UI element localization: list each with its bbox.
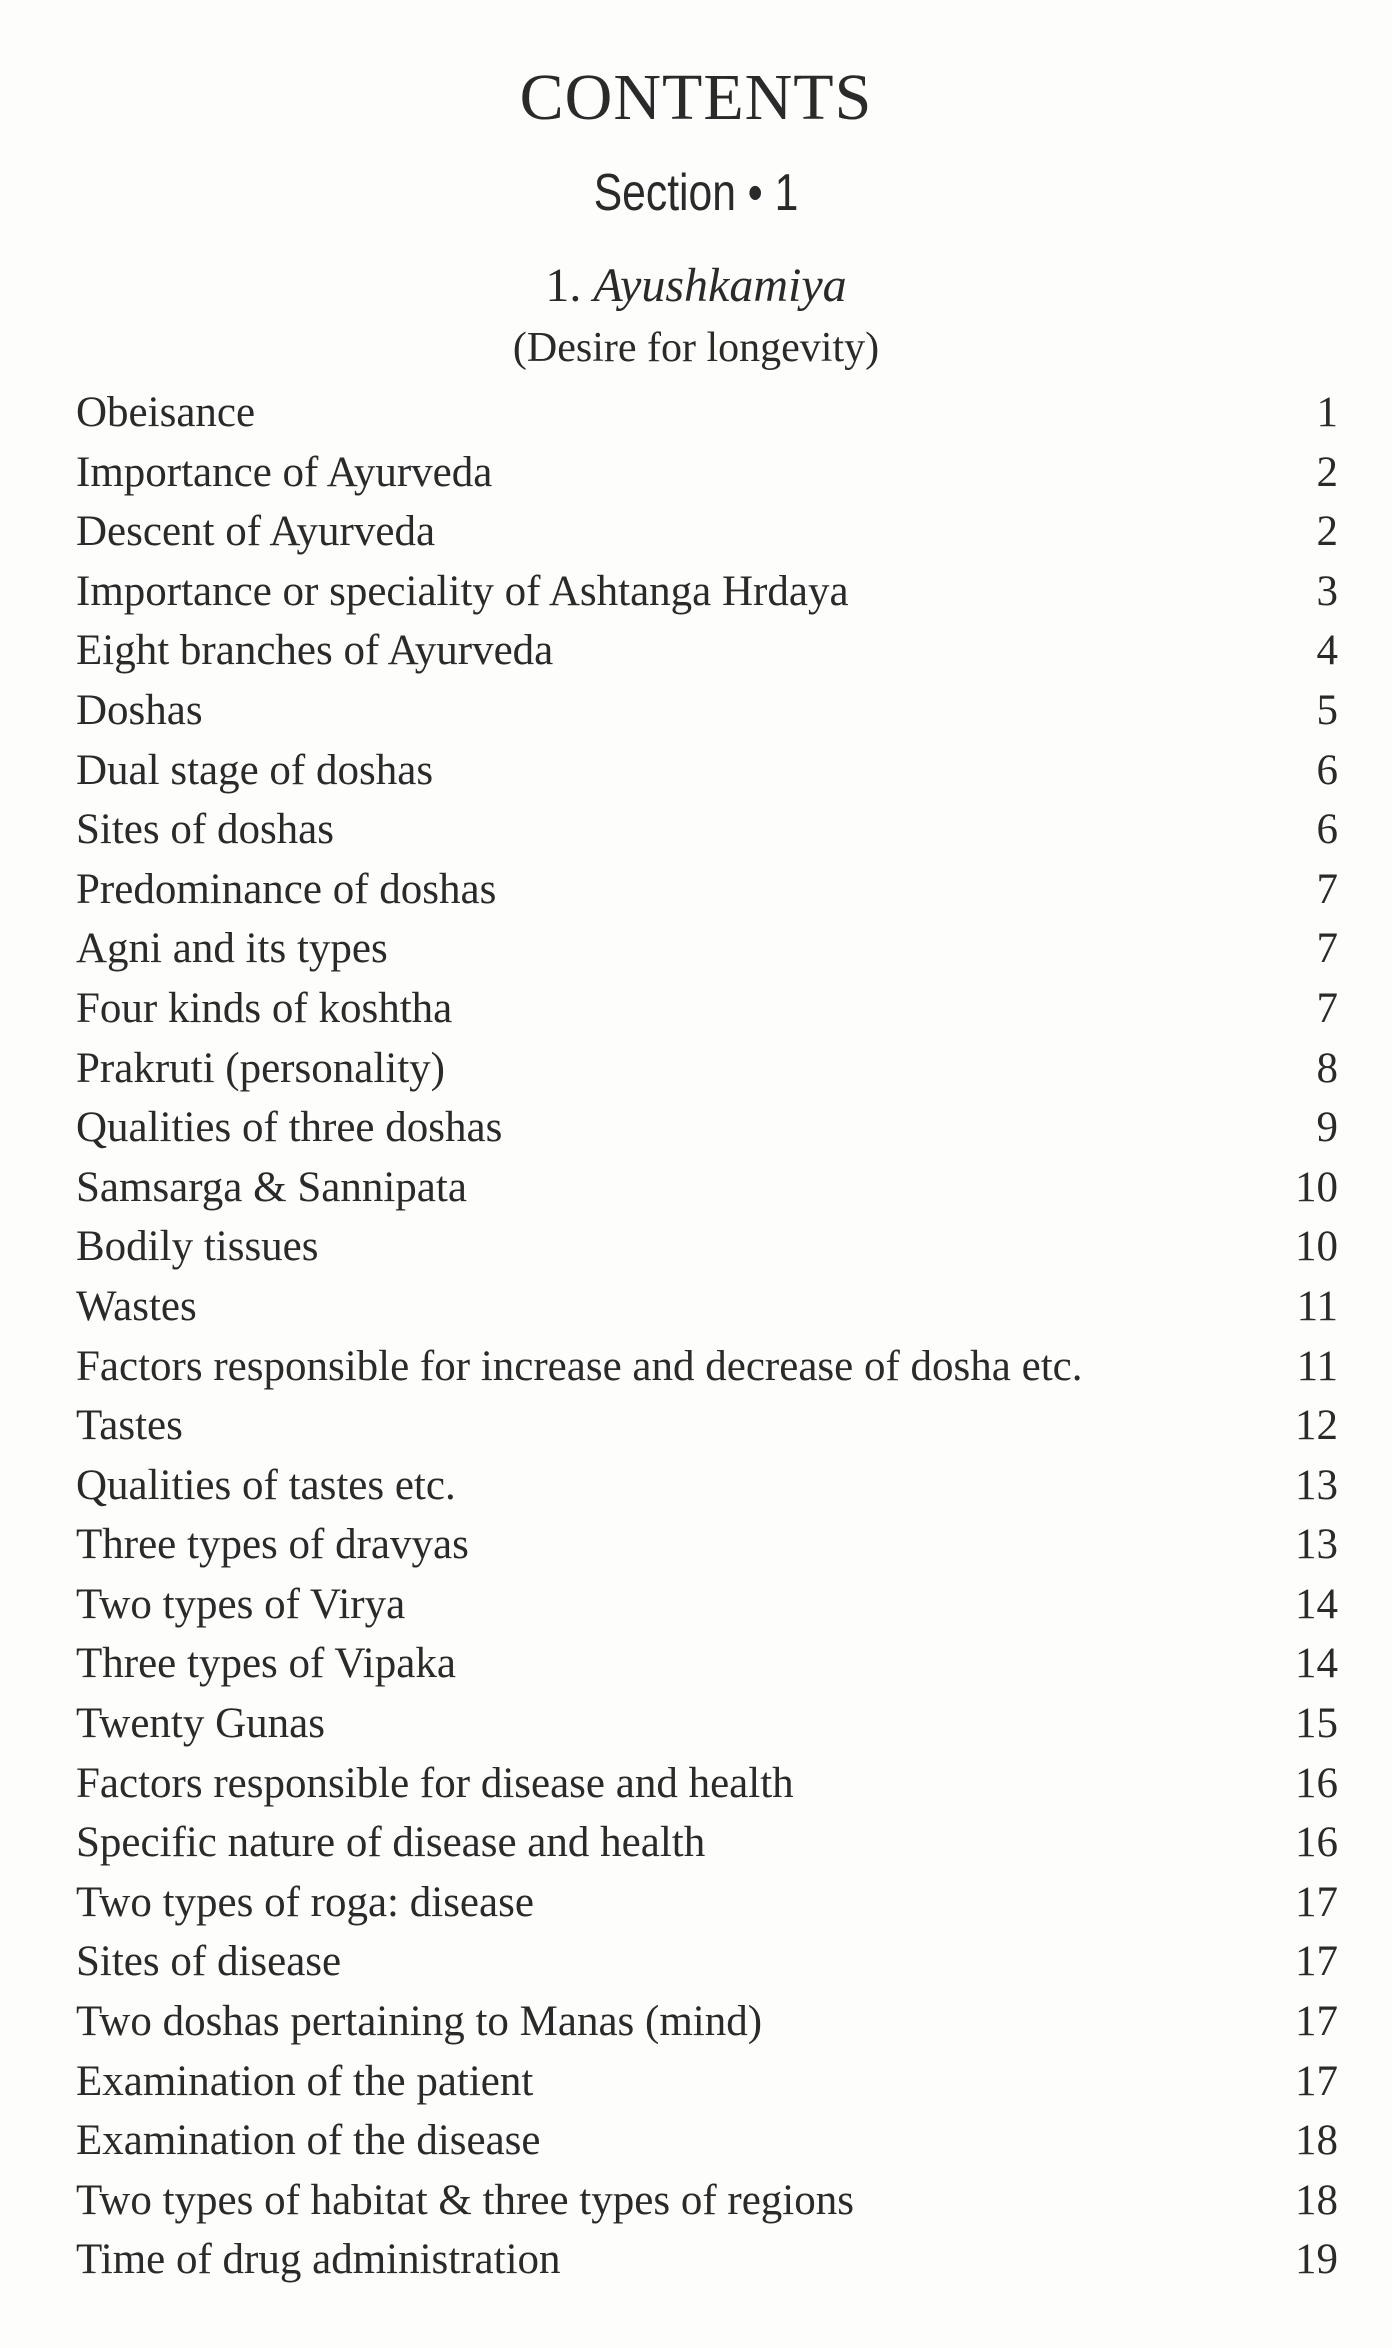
toc-entry [76,741,1338,801]
toc-entry-title: Two types of Virya [76,1580,406,1628]
toc-entry [76,502,1338,562]
toc-entry-title: Two types of habitat & three types of regions [76,2176,854,2224]
toc-entry-title: Time of drug administration [76,2236,561,2284]
toc-entry-page-number: 2 [1316,508,1338,556]
toc-entry [76,2111,1338,2171]
toc-entry [76,2230,1338,2290]
toc-entry-title: Agni and its types [76,925,388,973]
toc-entry-title: Doshas [76,686,203,734]
toc-entry-title: Three types of dravyas [76,1521,469,1569]
toc-entry-title: Twenty Gunas [76,1700,325,1748]
toc-entry-page-number: 17 [1295,1938,1338,1986]
toc-entry-title: Sites of doshas [76,806,334,854]
toc-entry-page-number: 6 [1316,746,1338,794]
toc-entry-title: Four kinds of koshtha [76,984,453,1032]
toc-entry-page-number: 14 [1295,1640,1338,1688]
toc-entry-page-number: 5 [1316,686,1338,734]
toc-entry [76,979,1338,1039]
toc-entry [76,1813,1338,1873]
toc-entry-page-number: 12 [1295,1402,1338,1450]
toc-entry-title: Two doshas pertaining to Manas (mind) [76,1998,763,2046]
toc-entry-page-number: 17 [1295,2057,1338,2105]
toc-entry-title: Sites of disease [76,1938,342,1986]
toc-entry [76,681,1338,741]
toc-entry-title: Bodily tissues [76,1223,319,1271]
toc-entry-title: Eight branches of Ayurveda [76,627,554,675]
toc-entry-page-number: 15 [1295,1700,1338,1748]
toc-entry-title: Prakruti (personality) [76,1044,445,1092]
toc-entry-title: Obeisance [76,389,256,436]
toc-entry [76,1337,1338,1397]
toc-entry-title: Two types of roga: disease [76,1878,534,1926]
toc-entry [76,1634,1338,1694]
toc-entry-page-number: 16 [1295,1819,1338,1867]
toc-entry-title: Predominance of doshas [76,865,497,913]
toc-entry [76,1217,1338,1277]
contents-heading: CONTENTS [519,61,873,134]
toc-entry [76,1158,1338,1218]
toc-entry [76,1932,1338,1992]
toc-entry [76,1098,1338,1158]
chapter-title: Ayushkamiya [593,259,847,312]
toc-entry [76,919,1338,979]
toc-entry-page-number: 13 [1295,1461,1338,1509]
toc-entry [76,1277,1338,1337]
toc-entry-title: Tastes [76,1402,183,1450]
toc-entry-title: Descent of Ayurveda [76,508,436,556]
toc-entry-page-number: 7 [1316,984,1338,1032]
toc-entry-title: Examination of the disease [76,2117,541,2165]
toc-entry-title: Importance of Ayurveda [76,448,493,496]
toc-entry-page-number: 14 [1295,1580,1338,1628]
toc-entry [76,1754,1338,1814]
toc-entry-page-number: 18 [1295,2176,1338,2224]
toc-entry-page-number: 7 [1316,865,1338,913]
toc-entry-title: Dual stage of doshas [76,746,434,794]
toc-entry-page-number: 19 [1295,2236,1338,2284]
toc-entry-page-number: 17 [1295,1878,1338,1926]
chapter-subtitle: (Desire for longevity) [512,325,880,371]
toc-entry-page-number: 11 [1296,1282,1338,1330]
toc-entry [76,1396,1338,1456]
toc-entry [76,2171,1338,2231]
toc-entry [76,443,1338,503]
toc-entry-page-number: 10 [1295,1163,1338,1211]
toc-entry [76,800,1338,860]
toc-entry [76,860,1338,920]
toc-entry-page-number: 16 [1295,1759,1338,1807]
toc-entry-page-number: 4 [1316,627,1338,675]
toc-entry-page-number: 1 [1316,389,1338,436]
toc-entry [76,383,1338,443]
toc-entry [76,1694,1338,1754]
toc-entry [76,621,1338,681]
toc-entry-title: Examination of the patient [76,2057,534,2105]
toc-entry-title: Qualities of tastes etc. [76,1461,456,1509]
toc-entry-page-number: 3 [1316,567,1338,615]
toc-entry-title: Specific nature of disease and health [76,1819,706,1867]
toc-entry-title: Importance or speciality of Ashtanga Hrdaya [76,567,849,615]
chapter-heading [0,256,1392,316]
toc-entry [76,1873,1338,1933]
toc-entry [76,1039,1338,1099]
table-of-contents [76,383,1338,2290]
toc-entry-page-number: 11 [1296,1342,1338,1390]
toc-entry-title: Factors responsible for increase and decrease of dosha etc. [76,1342,1083,1390]
toc-entry-page-number: 10 [1295,1223,1338,1271]
toc-entry-page-number: 6 [1316,806,1338,854]
toc-entry [76,1992,1338,2052]
toc-entry-title: Factors responsible for disease and health [76,1759,794,1807]
toc-entry [76,1575,1338,1635]
toc-entry-title: Samsarga & Sannipata [76,1163,467,1211]
toc-entry [76,562,1338,622]
section-heading: Section • 1 [593,164,799,222]
toc-entry [76,1456,1338,1516]
chapter-number: 1. [545,259,582,312]
toc-entry-page-number: 9 [1316,1104,1338,1152]
toc-entry [76,2052,1338,2112]
toc-entry-title: Three types of Vipaka [76,1640,456,1688]
toc-entry [76,1515,1338,1575]
toc-entry-title: Qualities of three doshas [76,1104,503,1152]
toc-entry-page-number: 7 [1316,925,1338,973]
toc-entry-page-number: 13 [1295,1521,1338,1569]
toc-entry-page-number: 2 [1316,448,1338,496]
toc-entry-title: Wastes [76,1282,197,1330]
toc-entry-page-number: 18 [1295,2117,1338,2165]
toc-entry-page-number: 17 [1295,1998,1338,2046]
toc-entry-page-number: 8 [1316,1044,1338,1092]
